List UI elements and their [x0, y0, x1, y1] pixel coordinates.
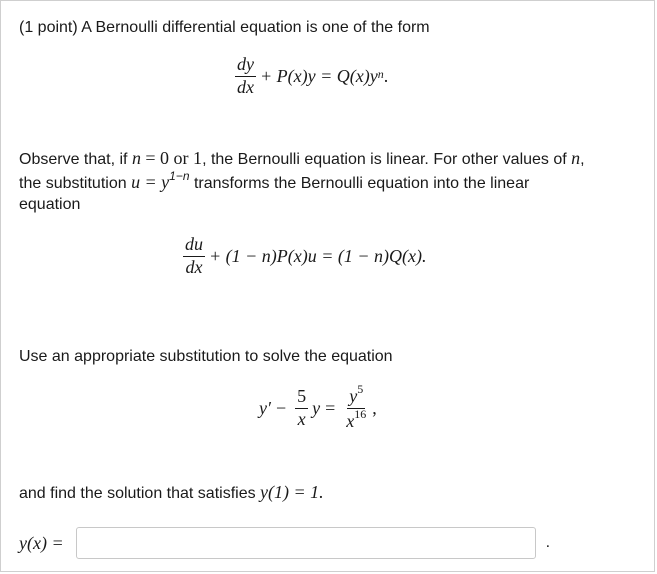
du-dx-fraction: $\frac{du}{dx}$ [185, 234, 203, 277]
answer-period: . [545, 534, 551, 551]
observe-line-3: equation [19, 196, 81, 213]
condition-line: and find the solution that satisfies y(1) = 1. [19, 482, 324, 502]
eq1-end: . [383, 65, 389, 86]
intro-line [19, 16, 430, 39]
y5-over-x16-fraction: $\frac{y^5}{x^{16}}$ [346, 382, 367, 431]
eq2-rest: + (1 − n)P(x)u = (1 − n)Q(x). [209, 245, 427, 266]
intro-sentence: A Bernoulli differential equation is one of the form [81, 19, 430, 36]
answer-input[interactable] [76, 527, 536, 559]
target-equation: y′ − $\frac{5}{x}$ y = $\frac{y^5}{x^{16}}$ , [259, 382, 377, 431]
answer-label: y(x) = [19, 532, 64, 553]
observe-line-2: the substitution $u = y^{1-n}$ transforms the Bernoulli equation into the linear [19, 168, 530, 192]
instruction-text: Use an appropriate substitution to solve the equation [19, 348, 393, 365]
linear-form-equation [179, 235, 427, 278]
points-label: (1 point) [19, 19, 78, 36]
eq1-exponent: n [377, 66, 384, 81]
dy-dx-fraction: $\frac{dy}{dx}$ [237, 54, 254, 97]
answer-row [19, 527, 550, 559]
observe-line-1: Observe that, if n = 0 or 1, the Bernoulli equation is linear. For other values of n, [19, 148, 585, 168]
eq1-rest: + P(x)y = Q(x)y [260, 65, 378, 86]
bernoulli-form-equation [231, 55, 388, 98]
five-over-x-fraction: $\frac{5}{x}$ [297, 386, 307, 429]
